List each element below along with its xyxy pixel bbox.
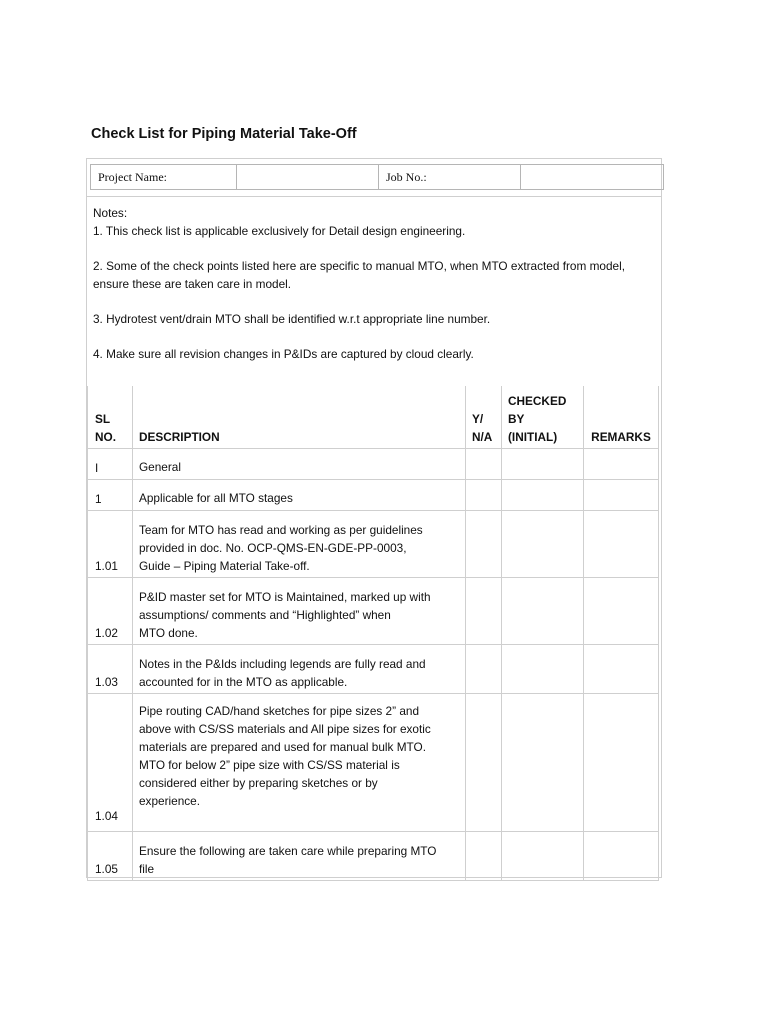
table-row [88, 479, 659, 510]
divider [86, 196, 662, 197]
sl-no-cell: 1.04 [88, 693, 133, 831]
sl-no-cell: 1.02 [88, 577, 133, 644]
checked-by-cell[interactable] [502, 479, 584, 510]
checked-by-cell[interactable] [502, 448, 584, 479]
table-row [88, 577, 659, 644]
remarks-cell[interactable] [584, 577, 659, 644]
project-info-table [90, 164, 664, 190]
job-no-label: Job No.: [379, 165, 521, 190]
description-cell: Team for MTO has read and working as per guidelines provided in doc. No. OCP-QMS-EN-GDE-PP-0003, Guide – Piping Material Take-off. [133, 510, 466, 577]
remarks-cell[interactable] [584, 831, 659, 880]
sl-no-cell: 1.05 [88, 831, 133, 880]
yes-na-cell[interactable] [466, 831, 502, 880]
note-item: 1. This check list is applicable exclusively for Detail design engineering. [93, 224, 466, 238]
table-row [88, 448, 659, 479]
description-cell: General [133, 448, 466, 479]
checklist-header-row [88, 386, 659, 448]
description-cell: Pipe routing CAD/hand sketches for pipe sizes 2” and above with CS/SS materials and All pipe sizes for exotic materials are prepared and used for manual bulk MTO. MTO for below 2” pipe size with CS/SS material is considered either by preparing sketches or by experience. [133, 693, 466, 831]
note-item: 4. Make sure all revision changes in P&IDs are captured by cloud clearly. [93, 347, 474, 361]
description-cell: Applicable for all MTO stages [133, 479, 466, 510]
sl-no-cell: 1.03 [88, 644, 133, 693]
notes-section [93, 204, 653, 363]
job-no-field[interactable] [521, 165, 664, 190]
yes-na-cell[interactable] [466, 577, 502, 644]
col-header-checked-by: CHECKED BY (INITIAL) [502, 386, 584, 448]
document-title: Check List for Piping Material Take-Off [91, 126, 357, 142]
table-row [88, 644, 659, 693]
checked-by-cell[interactable] [502, 510, 584, 577]
note-item: 2. Some of the check points listed here are specific to manual MTO, when MTO extracted from model, ensure these are taken care in model. [93, 259, 625, 291]
sl-no-cell: 1 [88, 479, 133, 510]
checklist-table [87, 386, 659, 881]
table-row [88, 693, 659, 831]
note-item: 3. Hydrotest vent/drain MTO shall be identified w.r.t appropriate line number. [93, 312, 491, 326]
description-cell: Notes in the P&Ids including legends are fully read and accounted for in the MTO as applicable. [133, 644, 466, 693]
checked-by-cell[interactable] [502, 693, 584, 831]
description-cell: Ensure the following are taken care while preparing MTO file [133, 831, 466, 880]
col-header-description: DESCRIPTION [133, 386, 466, 448]
remarks-cell[interactable] [584, 693, 659, 831]
col-header-sl-no: SL NO. [88, 386, 133, 448]
table-row [88, 831, 659, 880]
yes-na-cell[interactable] [466, 644, 502, 693]
checked-by-cell[interactable] [502, 577, 584, 644]
sl-no-cell: 1.01 [88, 510, 133, 577]
remarks-cell[interactable] [584, 479, 659, 510]
col-header-yes-na: Y/ N/A [466, 386, 502, 448]
yes-na-cell[interactable] [466, 448, 502, 479]
checked-by-cell[interactable] [502, 831, 584, 880]
description-cell: P&ID master set for MTO is Maintained, marked up with assumptions/ comments and “Highlighted” when MTO done. [133, 577, 466, 644]
notes-heading: Notes: [93, 206, 128, 220]
remarks-cell[interactable] [584, 644, 659, 693]
yes-na-cell[interactable] [466, 510, 502, 577]
project-name-field[interactable] [237, 165, 379, 190]
project-name-label: Project Name: [91, 165, 237, 190]
col-header-remarks: REMARKS [584, 386, 659, 448]
checked-by-cell[interactable] [502, 644, 584, 693]
yes-na-cell[interactable] [466, 693, 502, 831]
sl-no-cell: I [88, 448, 133, 479]
remarks-cell[interactable] [584, 448, 659, 479]
remarks-cell[interactable] [584, 510, 659, 577]
table-row [88, 510, 659, 577]
yes-na-cell[interactable] [466, 479, 502, 510]
